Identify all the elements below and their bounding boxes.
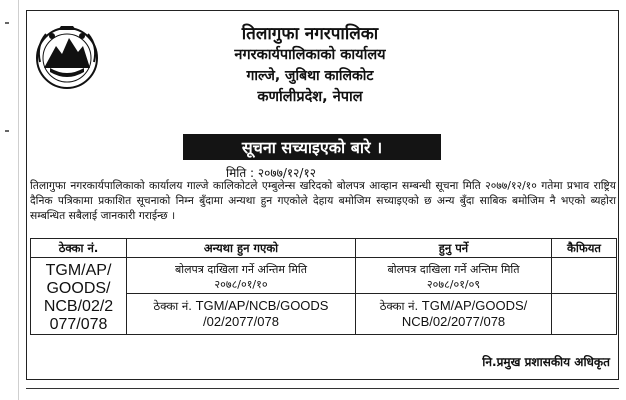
correct-contract-line: NCB/02/2077/078 (401, 313, 506, 329)
remarks-cell (552, 258, 617, 294)
correct-contract-cell (356, 293, 552, 334)
wrong-contract-line: /02/2077/078 (203, 313, 279, 329)
office-address: गाल्जे, जुबिथा कालिकोट (246, 68, 374, 84)
table-row (31, 258, 617, 294)
correct-contract-prefix: ठेक्का नं. (379, 298, 419, 313)
contract-ref-line: 077/078 (49, 316, 108, 333)
contract-ref-line: NCB/02/2 (43, 298, 114, 315)
header-contract-no: ठेक्का नं. (31, 239, 127, 258)
header-should-be: हुनु पर्ने (356, 239, 552, 258)
wrong-contract-cell (127, 293, 356, 334)
page-left-margin (0, 0, 19, 400)
margin-mark (5, 22, 9, 24)
municipality-name: तिलागुफा नगरपालिका (241, 24, 379, 44)
notice-body: तिलागुफा नगरकार्यपालिकाको कार्यालय गाल्जे कालिकोटले एम्बुलेन्स खरिदको बोलपत्र आव्हान सम्बन्धी सूचना मिति २०७७/१२/१० गतेमा प्रभाव राष्ट्रिय दैनिक पत्रिकामा प्रकाशित सूचनाको निम्न बुँदामा अन्यथा हुन गएकोले देहाय बमोजिम सच्याइएको छ अन्य बुँदा साबिक बमोजिम नै भएको ब्यहोरा सम्बन्धित सबैलाई जानकारी गराईन्छ । (30, 179, 616, 222)
notice-title-banner: सूचना सच्याइएको बारे । (183, 134, 441, 160)
header-remarks: कैफियत (552, 239, 617, 258)
signatory-title: नि.प्रमुख प्रशासकीय अधिकृत (482, 355, 610, 369)
correct-contract-line: TGM/AP/GOODS/ (421, 297, 528, 313)
office-name: नगरकार्यपालिकाको कार्यालय (234, 47, 386, 63)
correction-table (30, 238, 617, 335)
correct-deadline-value: २०७८/०१/०९ (426, 277, 481, 291)
date-value: २०७७/१२/१२ (257, 166, 316, 180)
header-erroneous: अन्यथा हुन गएको (127, 239, 356, 258)
date-label: मिति : (226, 166, 255, 180)
wrong-deadline-label: बोलपत्र दाखिला गर्ने अन्तिम मिति (174, 262, 308, 276)
wrong-contract-line: TGM/AP/NCB/GOODS (195, 297, 329, 313)
table-header-row (31, 239, 617, 258)
contract-ref-line: TGM/AP/ (45, 262, 112, 279)
contract-ref-line: GOODS/ (46, 280, 111, 297)
province-country: कर्णालीप्रदेश, नेपाल (257, 89, 363, 105)
wrong-contract-prefix: ठेक्का नं. (153, 298, 192, 313)
remarks-cell (552, 293, 617, 334)
wrong-deadline-cell (127, 258, 356, 294)
nepal-emblem-icon (28, 16, 106, 94)
contract-ref-cell (31, 258, 127, 335)
correct-deadline-label: बोलपत्र दाखिला गर्ने अन्तिम मिति (387, 262, 520, 276)
bottom-divider (26, 388, 619, 389)
margin-mark (5, 130, 9, 132)
office-header (120, 24, 500, 108)
correct-deadline-cell (356, 258, 552, 294)
wrong-deadline-value: २०७८/०१/१० (214, 277, 268, 291)
